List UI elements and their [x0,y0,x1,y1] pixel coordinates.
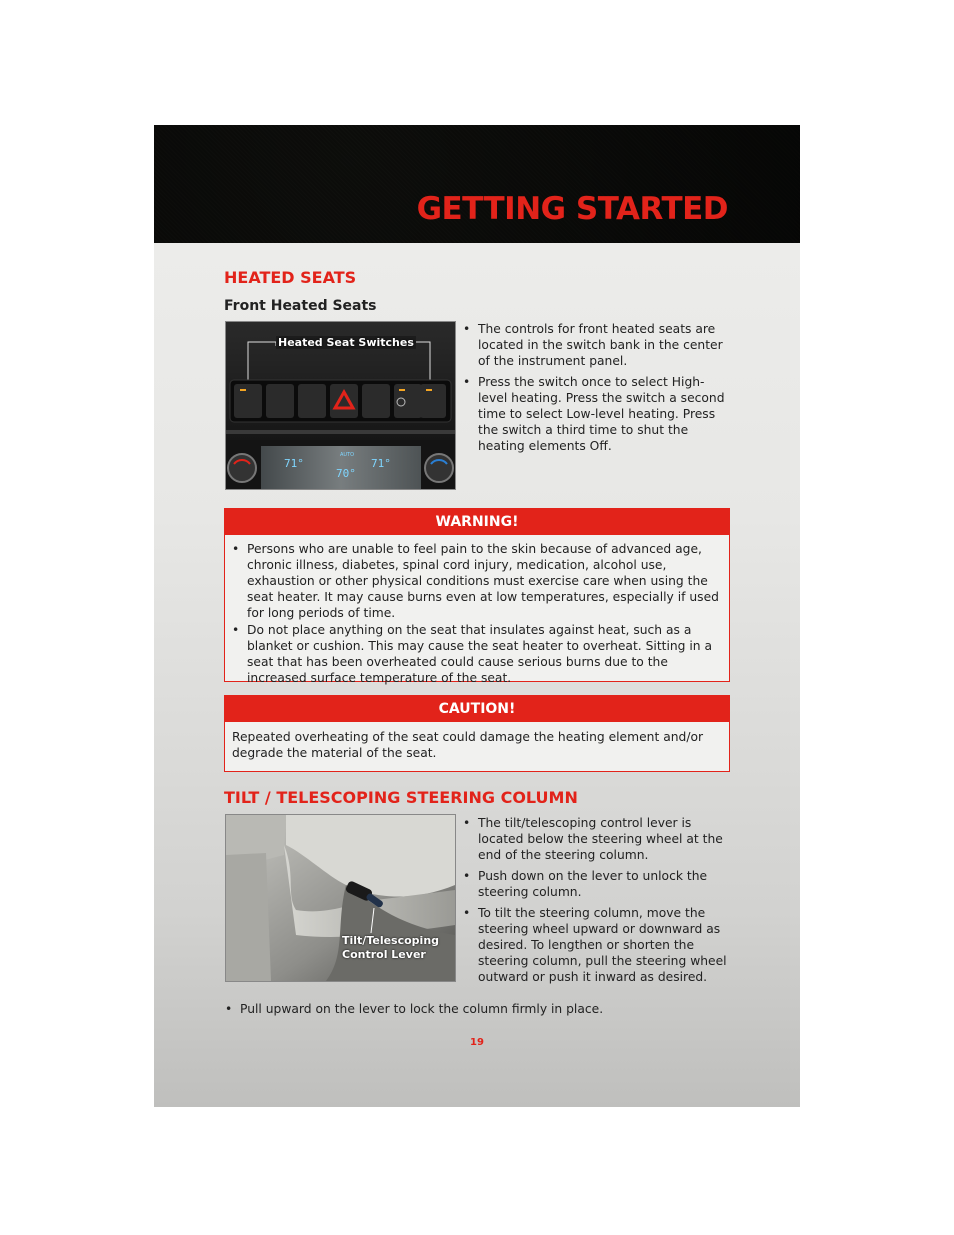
heated-seat-switches-photo [225,321,456,490]
warning-box [224,508,730,685]
heated-seats-heading: HEATED SEATS [224,268,357,287]
page-number: 19 [470,1037,484,1048]
steering-bullets [463,815,728,990]
page-header [154,125,800,243]
steering-heading: TILT / TELESCOPING STEERING COLUMN [224,788,578,807]
list-item: • To tilt the steering column, move the steering wheel upward or downward as desired. To lengthen or shorten the steering column, pull the steering wheel outward or push it inward as desired. [463,905,728,985]
manual-page [154,125,800,1107]
caution-title: CAUTION! [225,696,729,722]
list-item: • Do not place anything on the seat that insulates against heat, such as a blanket or cushion. This may cause the seat heater to overheat. Sitting in a seat that has been overheated could cause serious burns due to the increased surface temperature of the seat. [232,622,721,686]
list-item: • Persons who are unable to feel pain to the skin because of advanced age, chronic illness, diabetes, spinal cord injury, medication, alcohol use, exhaustion or other physical conditions must exercise care when using the seat heater. It may cause burns even at low temperatures, especially if used for long periods of time. [232,541,721,621]
list-item: • Press the switch once to select High-level heating. Press the switch a second time to select Low-level heating. Press the switch a third time to shut the heating elements Off. [463,374,728,454]
caution-text: Repeated overheating of the seat could damage the heating element and/or degrade the material of the seat. [232,730,704,760]
right-temp-readout: 71° [371,457,391,470]
heated-seats-bullets [463,321,728,459]
left-temp-readout: 71° [284,457,304,470]
lock-column-bullet [225,1001,728,1022]
auto-mode-readout: AUTO [340,452,355,458]
steering-column-photo [225,814,456,982]
heated-seat-switches-label: Heated Seat Switches [278,336,414,349]
center-temp-readout: 70° [336,467,356,480]
list-item: • Pull upward on the lever to lock the column firmly in place. [225,1001,728,1017]
section-title: GETTING STARTED [416,191,728,227]
warning-bullets [225,535,729,693]
caution-box [224,695,730,772]
list-item: • The controls for front heated seats are located in the switch bank in the center of the instrument panel. [463,321,728,369]
list-item: • The tilt/telescoping control lever is located below the steering wheel at the end of the steering column. [463,815,728,863]
warning-title: WARNING! [225,509,729,535]
tilt-lever-label: Tilt/Telescoping Control Lever [342,934,440,961]
front-heated-seats-subheading: Front Heated Seats [224,298,377,314]
list-item: • Push down on the lever to unlock the steering column. [463,868,728,900]
